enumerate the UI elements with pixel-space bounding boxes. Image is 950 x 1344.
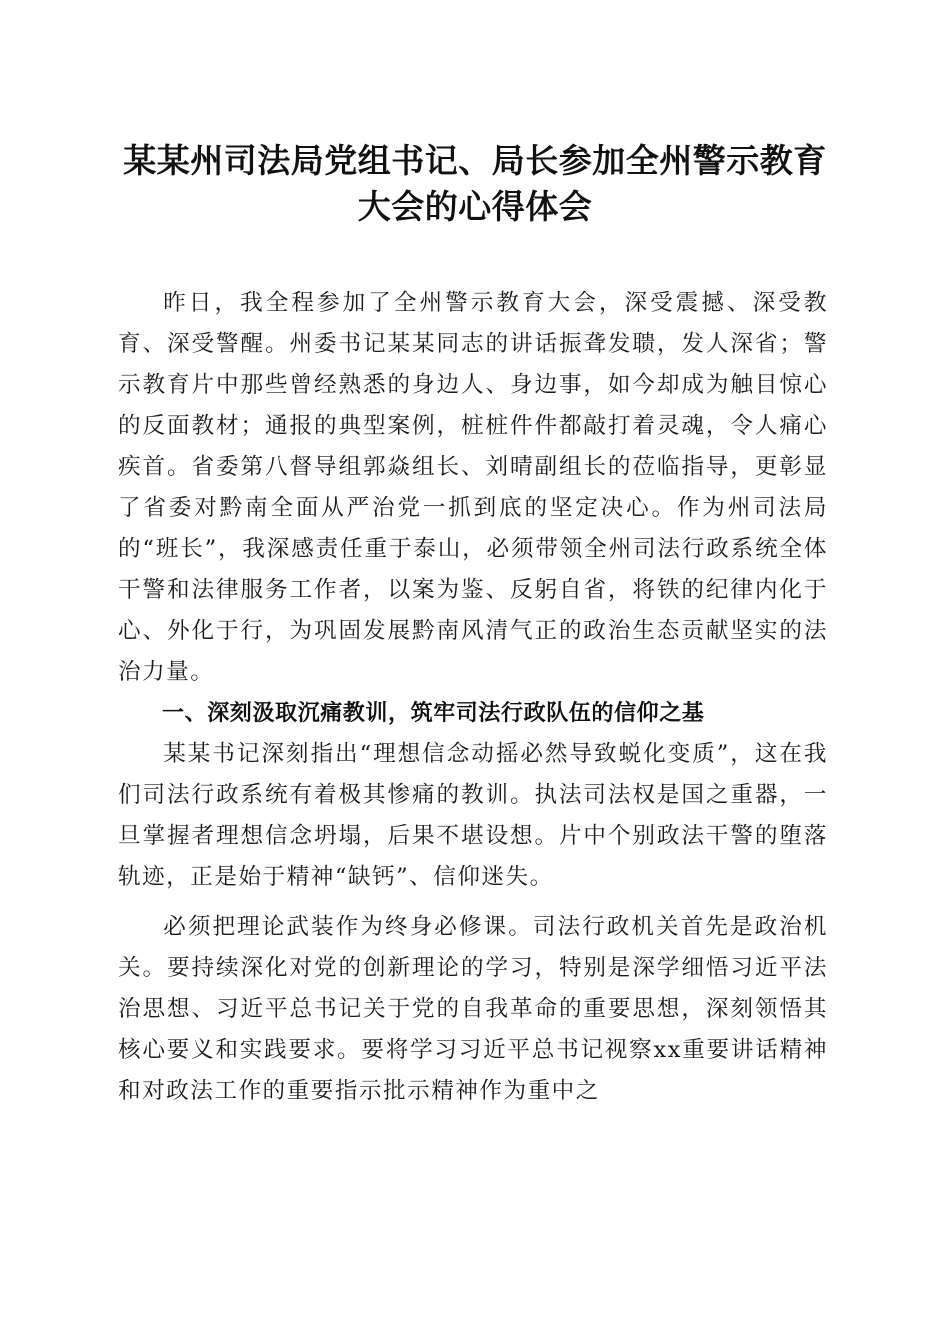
- section-paragraph: 某某书记深刻指出“理想信念动摇必然导致蜕化变质”，这在我们司法行政系统有着极其惨痛的教训。执法司法权是国之重器，一旦掌握者理想信念坍塌，后果不堪设想。片中个别政法干警的堕落轨迹，正是始于精神“缺钙”、信仰迷失。: [118, 741, 828, 890]
- document-title: 某某州司法局党组书记、局长参加全州警示教育大会的心得体会: [123, 141, 827, 226]
- section-heading: 一、深刻汲取沉痛教训，筑牢司法行政队伍的信仰之基: [162, 701, 705, 726]
- section-paragraph: 必须把理论武装作为终身必修课。司法行政机关首先是政治机关。要持续深化对党的创新理论的学习，特别是深学细悟习近平法治思想、习近平总书记关于党的自我革命的重要思想，深刻领悟其核心要义和实践要求。要将学习习近平总书记视察xx重要讲话精神和对政法工作的重要指示批示精神作为重中之: [118, 914, 828, 1104]
- document-body: [118, 283, 828, 1112]
- intro-paragraph: 昨日，我全程参加了全州警示教育大会，深受震撼、深受教育、深受警醒。州委书记某某同志的讲话振聋发聩，发人深省；警示教育片中那些曾经熟悉的身边人、身边事，如今却成为触目惊心的反面教材；通报的典型案例，桩桩件件都敲打着灵魂，令人痛心疾首。省委第八督导组郭焱组长、刘晴副组长的莅临指导，更彰显了省委对黔南全面从严治党一抓到底的坚定决心。作为州司法局的“班长”，我深感责任重于泰山，必须带领全州司法行政系统全体干警和法律服务工作者，以案为鉴、反躬自省，将铁的纪律内化于心、外化于行，为巩固发展黔南风清气正的政治生态贡献坚实的法治力量。: [118, 290, 828, 685]
